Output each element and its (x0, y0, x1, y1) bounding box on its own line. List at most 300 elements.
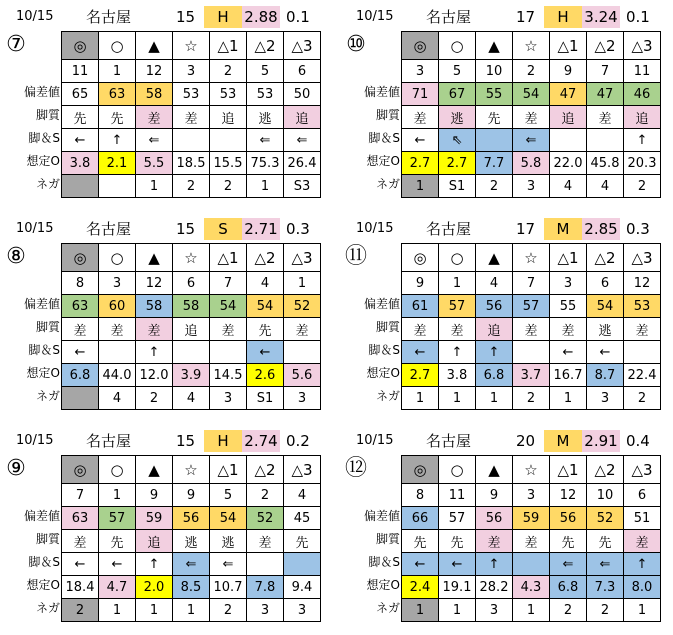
grid-row (62, 152, 321, 175)
grid-cell: 先 (284, 530, 321, 553)
row-label: ネガ (375, 389, 400, 403)
grid-row (402, 387, 661, 410)
race-venue: 名古屋 (86, 220, 132, 238)
grid-cell: ☆ (173, 456, 210, 484)
grid-cell: ⇐ (284, 129, 321, 152)
grid-cell: ○ (99, 244, 136, 272)
grid-cell: 差 (136, 318, 173, 341)
grid-cell: ▲ (136, 456, 173, 484)
grid-cell: 2 (624, 175, 661, 198)
grid-cell: 59 (513, 507, 550, 530)
race-heads: 15 (176, 8, 196, 26)
grid-cell: 15.5 (210, 152, 247, 175)
grid-cell (624, 341, 661, 364)
grid-cell: 47 (550, 83, 587, 106)
grid-cell: 2.6 (247, 364, 284, 387)
grid-cell: 66 (402, 507, 439, 530)
grid-cell: 22.4 (624, 364, 661, 387)
grid-cell: 3 (284, 387, 321, 410)
grid-cell: 3 (513, 484, 550, 507)
grid-cell: 56 (173, 507, 210, 530)
grid-cell: ◎ (62, 32, 99, 60)
race-header (340, 214, 670, 241)
grid-row (62, 175, 321, 198)
grid-row (402, 456, 661, 484)
grid-cell: 11 (624, 60, 661, 83)
grid-row (62, 244, 321, 272)
race-score-badge: 2.74 (242, 430, 280, 452)
grid-cell: 1 (136, 175, 173, 198)
grid-cell: 先 (99, 530, 136, 553)
row-label: 脚＆S (28, 131, 60, 145)
prediction-grid (401, 243, 661, 410)
row-label: 脚＆S (28, 343, 60, 357)
grid-cell: 50 (284, 83, 321, 106)
race-extra-value: 0.4 (626, 432, 650, 450)
grid-cell: 57 (99, 507, 136, 530)
grid-cell: 52 (284, 295, 321, 318)
race-grade-badge: H (544, 6, 582, 28)
race-extra-value: 0.1 (286, 8, 310, 26)
grid-cell: 47 (587, 83, 624, 106)
race-venue: 名古屋 (426, 432, 472, 450)
grid-cell: △2 (587, 32, 624, 60)
grid-cell: △2 (247, 244, 284, 272)
grid-cell: △3 (624, 244, 661, 272)
grid-cell: 2 (513, 387, 550, 410)
grid-cell: 12 (136, 272, 173, 295)
race-block (0, 2, 330, 202)
grid-cell: 2.4 (402, 576, 439, 599)
race-venue: 名古屋 (86, 432, 132, 450)
race-date: 10/15 (16, 221, 54, 236)
grid-cell: 2 (62, 599, 99, 622)
grid-cell: ▲ (476, 244, 513, 272)
grid-cell: 1 (136, 599, 173, 622)
grid-cell: 53 (624, 295, 661, 318)
row-label: 脚質 (35, 532, 60, 546)
grid-cell: 5 (247, 60, 284, 83)
race-number: ⑪ (344, 244, 367, 269)
grid-cell: 1 (99, 599, 136, 622)
grid-cell: 11 (439, 484, 476, 507)
grid-cell: 3 (513, 175, 550, 198)
grid-cell: ⇐ (550, 553, 587, 576)
grid-cell: 1 (439, 272, 476, 295)
grid-cell: 3.7 (513, 364, 550, 387)
grid-cell: ← (99, 553, 136, 576)
grid-cell: 逃 (587, 318, 624, 341)
grid-cell: 45.8 (587, 152, 624, 175)
grid-cell: 10 (587, 484, 624, 507)
row-label: 想定O (26, 366, 60, 380)
grid-cell: 20.3 (624, 152, 661, 175)
grid-row (402, 599, 661, 622)
grid-row (402, 507, 661, 530)
race-header (0, 214, 330, 241)
grid-cell: 5 (210, 484, 247, 507)
grid-cell: 55 (550, 295, 587, 318)
grid-cell: 3 (476, 599, 513, 622)
grid-cell: 59 (136, 507, 173, 530)
grid-cell: △1 (550, 32, 587, 60)
grid-cell: 11 (62, 60, 99, 83)
grid-cell: 4 (173, 387, 210, 410)
grid-cell: 28.2 (476, 576, 513, 599)
grid-row (62, 60, 321, 83)
grid-cell: ○ (439, 32, 476, 60)
grid-cell: ◎ (402, 456, 439, 484)
grid-cell: 71 (402, 83, 439, 106)
grid-row (402, 106, 661, 129)
grid-cell: ⇐ (513, 129, 550, 152)
row-label: 偏差値 (363, 85, 400, 99)
grid-cell: ○ (439, 456, 476, 484)
grid-cell: 追 (624, 106, 661, 129)
grid-cell: 先 (99, 106, 136, 129)
grid-cell: 5 (439, 60, 476, 83)
race-venue: 名古屋 (426, 8, 472, 26)
grid-cell: 差 (247, 530, 284, 553)
grid-cell: 56 (550, 507, 587, 530)
grid-cell: ← (587, 341, 624, 364)
row-label: 偏差値 (363, 297, 400, 311)
row-label: 想定O (26, 154, 60, 168)
grid-cell: 差 (402, 318, 439, 341)
grid-cell: ← (62, 341, 99, 364)
grid-cell: 1 (173, 599, 210, 622)
race-header (340, 2, 670, 29)
grid-cell: ▲ (476, 32, 513, 60)
grid-cell: 1 (439, 599, 476, 622)
grid-cell: 4 (99, 387, 136, 410)
grid-cell: △2 (587, 456, 624, 484)
grid-cell: 6 (587, 272, 624, 295)
race-date: 10/15 (16, 433, 54, 448)
race-grade-badge: M (544, 218, 582, 240)
grid-row (402, 272, 661, 295)
grid-cell: ⇐ (210, 553, 247, 576)
grid-cell: 差 (173, 106, 210, 129)
grid-cell: △2 (247, 456, 284, 484)
race-header (340, 426, 670, 453)
grid-cell: 6 (173, 272, 210, 295)
grid-cell: 追 (284, 106, 321, 129)
grid-cell: 7.8 (247, 576, 284, 599)
grid-cell: 5.6 (284, 364, 321, 387)
row-label: ネガ (35, 177, 60, 191)
grid-cell: 52 (247, 507, 284, 530)
grid-cell: 8.7 (587, 364, 624, 387)
grid-cell: 1 (247, 175, 284, 198)
row-label: ネガ (375, 601, 400, 615)
grid-cell: ☆ (513, 244, 550, 272)
grid-cell (513, 553, 550, 576)
race-grade-badge: S (204, 218, 242, 240)
grid-cell: 12 (550, 484, 587, 507)
grid-cell (513, 341, 550, 364)
race-extra-value: 0.2 (286, 432, 310, 450)
grid-cell: 追 (136, 530, 173, 553)
grid-cell: 1 (402, 599, 439, 622)
grid-cell: △1 (210, 244, 247, 272)
grid-cell: ← (402, 553, 439, 576)
row-label: 想定O (366, 578, 400, 592)
grid-cell (247, 553, 284, 576)
prediction-grid (61, 455, 321, 622)
grid-cell: 67 (439, 83, 476, 106)
grid-cell: ▲ (476, 456, 513, 484)
grid-cell: 3 (402, 60, 439, 83)
grid-row (62, 295, 321, 318)
race-number: ⑦ (6, 32, 26, 57)
race-heads: 15 (176, 432, 196, 450)
grid-cell: ◎ (62, 244, 99, 272)
grid-cell (62, 387, 99, 410)
grid-row (402, 364, 661, 387)
grid-cell: ☆ (173, 244, 210, 272)
row-label: 偏差値 (23, 85, 60, 99)
race-heads: 20 (516, 432, 536, 450)
grid-cell: 2 (173, 175, 210, 198)
grid-cell: 7 (513, 272, 550, 295)
grid-cell: ◎ (402, 244, 439, 272)
grid-cell: ⇐ (247, 129, 284, 152)
grid-cell: 3 (284, 599, 321, 622)
grid-row (402, 295, 661, 318)
grid-row (62, 530, 321, 553)
grid-cell: 4 (247, 272, 284, 295)
grid-cell: ↑ (476, 553, 513, 576)
grid-cell: 1 (402, 387, 439, 410)
grid-cell: ◎ (62, 456, 99, 484)
grid-cell: 46 (624, 83, 661, 106)
grid-cell: ← (62, 129, 99, 152)
race-date: 10/15 (356, 9, 394, 24)
race-header (0, 2, 330, 29)
grid-cell: 2.7 (402, 152, 439, 175)
grid-cell: ← (247, 341, 284, 364)
grid-cell: ← (550, 341, 587, 364)
grid-row (62, 456, 321, 484)
grid-cell: ○ (439, 244, 476, 272)
grid-cell: 4.7 (99, 576, 136, 599)
grid-cell: 52 (587, 507, 624, 530)
grid-cell: 1 (99, 60, 136, 83)
grid-cell: ↑ (136, 553, 173, 576)
grid-cell (173, 341, 210, 364)
grid-cell: ← (62, 553, 99, 576)
grid-cell: 3.9 (173, 364, 210, 387)
grid-cell: 7.7 (476, 152, 513, 175)
grid-cell: 差 (513, 530, 550, 553)
grid-cell: 54 (587, 295, 624, 318)
grid-cell (550, 129, 587, 152)
grid-cell: ← (439, 553, 476, 576)
row-label: ネガ (375, 177, 400, 191)
grid-cell: S1 (439, 175, 476, 198)
grid-cell: 4 (476, 272, 513, 295)
grid-cell: 54 (210, 507, 247, 530)
grid-row (402, 341, 661, 364)
row-label: 脚＆S (368, 555, 400, 569)
race-block (340, 2, 670, 202)
grid-cell (284, 341, 321, 364)
grid-cell: ⇐ (587, 553, 624, 576)
grid-cell: 58 (136, 83, 173, 106)
race-block (0, 214, 330, 414)
grid-cell: ◎ (402, 32, 439, 60)
race-date: 10/15 (356, 433, 394, 448)
grid-cell: 63 (62, 295, 99, 318)
grid-cell: 60 (99, 295, 136, 318)
grid-cell: 差 (476, 530, 513, 553)
grid-cell: 8.5 (173, 576, 210, 599)
grid-cell: 追 (476, 318, 513, 341)
grid-cell: 6.8 (62, 364, 99, 387)
grid-cell: 3 (550, 272, 587, 295)
grid-row (402, 484, 661, 507)
grid-cell: ↑ (624, 129, 661, 152)
grid-cell: 56 (476, 295, 513, 318)
grid-cell (587, 129, 624, 152)
grid-cell: 9 (173, 484, 210, 507)
race-score-badge: 3.24 (582, 6, 620, 28)
race-block (340, 426, 670, 626)
grid-cell: 61 (402, 295, 439, 318)
grid-cell: ← (402, 129, 439, 152)
grid-cell: 12 (136, 60, 173, 83)
grid-cell: 10 (476, 60, 513, 83)
grid-cell: 3 (210, 387, 247, 410)
grid-cell: 追 (550, 106, 587, 129)
grid-cell: 51 (624, 507, 661, 530)
grid-row (402, 244, 661, 272)
grid-row (62, 553, 321, 576)
grid-cell: 9 (550, 60, 587, 83)
race-extra-value: 0.1 (626, 8, 650, 26)
grid-cell: 2 (513, 60, 550, 83)
grid-cell: 差 (284, 318, 321, 341)
grid-cell: △1 (210, 456, 247, 484)
grid-row (62, 129, 321, 152)
grid-cell: 差 (402, 106, 439, 129)
race-extra-value: 0.3 (286, 220, 310, 238)
grid-cell: 7 (210, 272, 247, 295)
race-extra-value: 0.3 (626, 220, 650, 238)
grid-cell: S3 (284, 175, 321, 198)
grid-cell: 12 (624, 272, 661, 295)
grid-cell: 先 (247, 318, 284, 341)
grid-cell: 2 (550, 599, 587, 622)
grid-row (62, 387, 321, 410)
grid-cell: 54 (513, 83, 550, 106)
grid-cell: ○ (99, 456, 136, 484)
grid-cell: △1 (550, 244, 587, 272)
grid-cell: 26.4 (284, 152, 321, 175)
grid-cell: △3 (284, 244, 321, 272)
grid-cell: 5.8 (513, 152, 550, 175)
grid-cell: ↑ (476, 341, 513, 364)
grid-cell: 追 (173, 318, 210, 341)
race-grade-badge: M (544, 430, 582, 452)
grid-cell: ▲ (136, 32, 173, 60)
grid-cell: 2 (210, 599, 247, 622)
grid-cell: ↑ (99, 129, 136, 152)
grid-row (62, 364, 321, 387)
grid-cell: 2 (210, 175, 247, 198)
grid-cell: 2 (247, 484, 284, 507)
grid-cell: ☆ (513, 32, 550, 60)
race-date: 10/15 (16, 9, 54, 24)
grid-cell: 差 (550, 318, 587, 341)
race-heads: 15 (176, 220, 196, 238)
grid-cell: 14.5 (210, 364, 247, 387)
grid-cell: ↑ (624, 553, 661, 576)
grid-cell: 44.0 (99, 364, 136, 387)
grid-cell: S1 (247, 387, 284, 410)
grid-cell: ☆ (513, 456, 550, 484)
grid-cell: 57 (439, 507, 476, 530)
grid-cell: 先 (476, 106, 513, 129)
grid-cell: ⇐ (136, 129, 173, 152)
grid-row (62, 507, 321, 530)
grid-cell: △1 (550, 456, 587, 484)
race-block (340, 214, 670, 414)
race-grade-badge: H (204, 430, 242, 452)
grid-cell: △3 (284, 32, 321, 60)
grid-cell: 差 (587, 106, 624, 129)
grid-cell: 2 (476, 175, 513, 198)
grid-row (402, 32, 661, 60)
row-label: 脚質 (375, 108, 400, 122)
race-date: 10/15 (356, 221, 394, 236)
grid-cell: 10.7 (210, 576, 247, 599)
grid-cell: 2 (136, 387, 173, 410)
prediction-grid (61, 243, 321, 410)
grid-cell: 45 (284, 507, 321, 530)
row-label: 脚＆S (368, 343, 400, 357)
grid-cell: 逃 (173, 530, 210, 553)
grid-cell: 54 (247, 295, 284, 318)
row-label: 脚＆S (28, 555, 60, 569)
row-label: 脚質 (35, 108, 60, 122)
prediction-grid (401, 31, 661, 198)
prediction-grid (61, 31, 321, 198)
grid-cell: 8 (402, 484, 439, 507)
grid-cell: 1 (513, 599, 550, 622)
grid-cell (62, 175, 99, 198)
grid-row (402, 576, 661, 599)
grid-row (62, 341, 321, 364)
grid-cell: 9 (136, 484, 173, 507)
grid-cell: 22.0 (550, 152, 587, 175)
grid-cell: 差 (62, 530, 99, 553)
grid-cell: 7 (587, 60, 624, 83)
grid-cell: 4 (284, 484, 321, 507)
race-number: ⑧ (6, 244, 26, 269)
row-label: 想定O (366, 154, 400, 168)
grid-cell: 2.1 (99, 152, 136, 175)
grid-cell: 先 (62, 106, 99, 129)
grid-cell: 1 (284, 272, 321, 295)
race-venue: 名古屋 (86, 8, 132, 26)
row-label: 脚質 (375, 532, 400, 546)
grid-cell: 9 (402, 272, 439, 295)
grid-cell: ☆ (173, 32, 210, 60)
grid-cell: 4 (550, 175, 587, 198)
grid-cell: 63 (99, 83, 136, 106)
